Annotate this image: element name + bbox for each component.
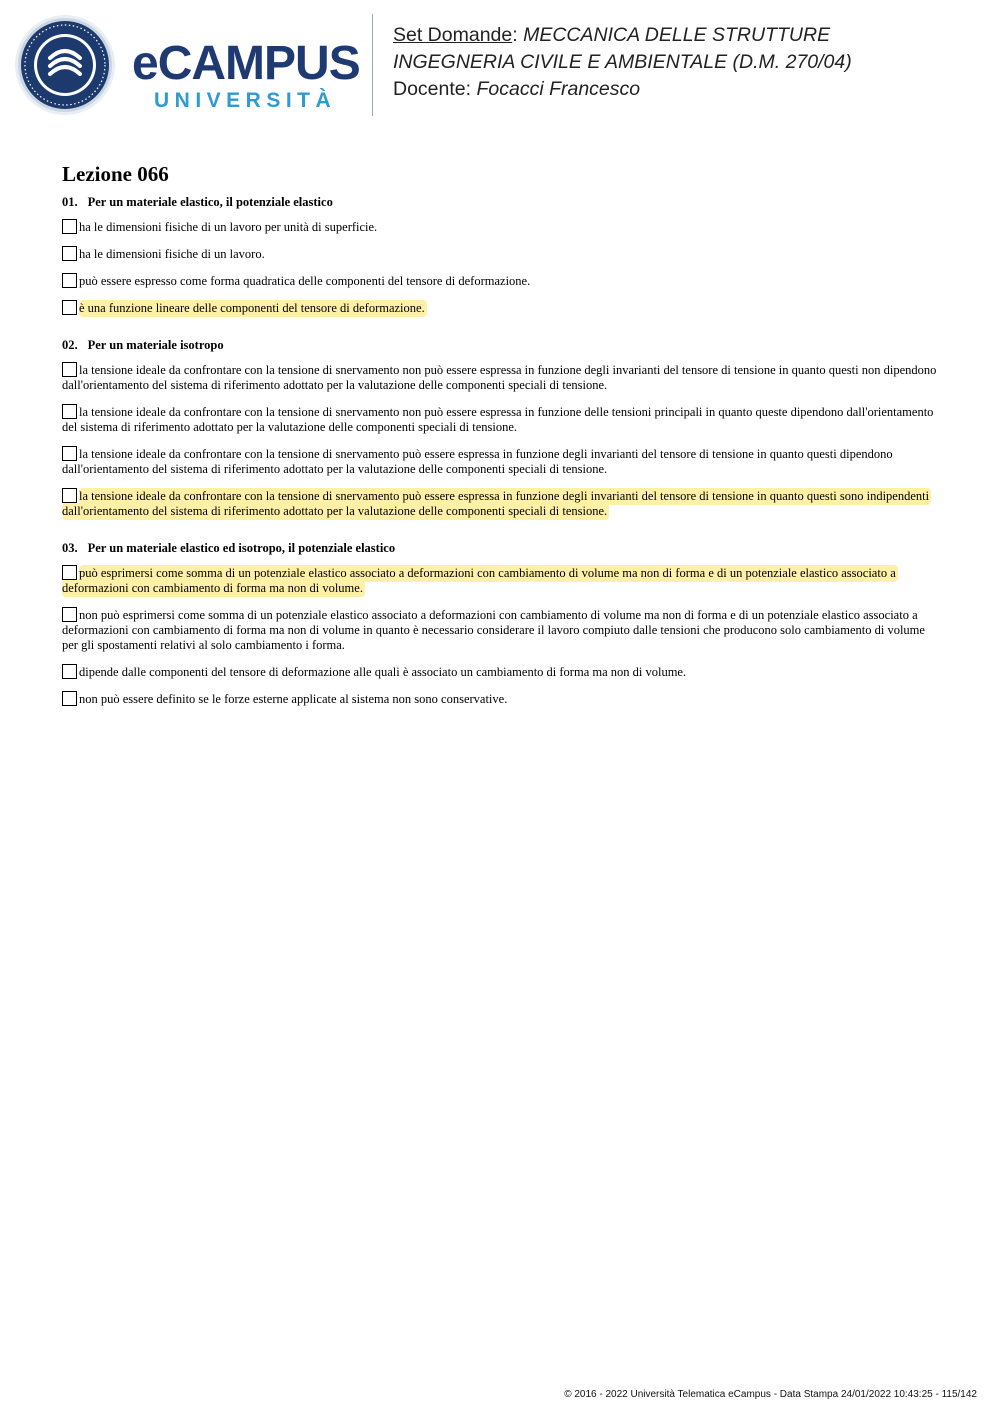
set-label: Set Domande xyxy=(393,24,513,46)
answer-text: dipende dalle componenti del tensore di deformazione alle quali è associato un cambiamento di forma ma non di volume. xyxy=(79,665,687,679)
answer-text: ha le dimensioni fisiche di un lavoro. xyxy=(79,247,265,261)
questions-list xyxy=(62,194,942,707)
question-3 xyxy=(62,540,942,707)
answer-text: la tensione ideale da confrontare con la tensione di snervamento non può essere espressa in funzione delle tensioni principali in quanto queste dipendono dall'orientamento del sistema di riferimento adottato per la valutazione delle componenti speciali di tensione. xyxy=(62,405,934,434)
question-text: Per un materiale elastico, il potenziale elastico xyxy=(87,195,333,209)
ecampus-logo xyxy=(14,14,359,116)
answer-text-highlighted: può esprimersi come somma di un potenziale elastico associato a deformazioni con cambiamento di volume ma non di forma e di un potenziale elastico associato a deformazioni con cambiamento di forma ma non di volume. xyxy=(62,566,896,595)
answer-checkbox[interactable] xyxy=(62,565,77,580)
lesson-title: Lezione 066 xyxy=(62,162,169,186)
question-text: Per un materiale isotropo xyxy=(87,338,224,352)
answer-option[interactable] xyxy=(62,565,942,596)
university-seal-icon xyxy=(14,14,116,116)
answer-checkbox[interactable] xyxy=(62,691,77,706)
answer-text: può essere espresso come forma quadratica delle componenti del tensore di deformazione. xyxy=(79,274,531,288)
answer-option[interactable] xyxy=(62,300,942,316)
question-title xyxy=(62,540,942,556)
teacher-label: Docente: xyxy=(393,78,472,100)
answer-text: la tensione ideale da confrontare con la tensione di snervamento può essere espressa in funzione degli invarianti del tensore di tensione in quanto questi dipendono dall'orientamento del sistema di riferimento adottato per la valutazione delle componenti speciali di tensione. xyxy=(62,447,893,476)
answer-checkbox[interactable] xyxy=(62,273,77,288)
answer-option[interactable] xyxy=(62,691,942,707)
answer-checkbox[interactable] xyxy=(62,607,77,622)
answer-option[interactable] xyxy=(62,404,942,435)
teacher-name: Focacci Francesco xyxy=(476,78,641,100)
logo-sub-text: UNIVERSITÀ xyxy=(154,89,337,112)
answer-text-highlighted: è una funzione lineare delle componenti del tensore di deformazione. xyxy=(79,301,425,315)
question-set xyxy=(62,160,942,728)
answer-text-highlighted: la tensione ideale da confrontare con la tensione di snervamento può essere espressa in funzione degli invarianti del tensore di tensione in quanto questi sono indipendenti dall'orientamento del sistema di riferimento adottato per la valutazione delle componenti speciali di tensione. xyxy=(62,489,930,518)
answer-option[interactable] xyxy=(62,607,942,653)
course-line-2: INGEGNERIA CIVILE E AMBIENTALE (D.M. 270/04) xyxy=(393,51,852,73)
question-number: 01. xyxy=(62,195,78,209)
answer-checkbox[interactable] xyxy=(62,404,77,419)
question-number: 02. xyxy=(62,338,78,352)
answer-checkbox[interactable] xyxy=(62,246,77,261)
answer-text: ha le dimensioni fisiche di un lavoro per unità di superficie. xyxy=(79,220,378,234)
set-colon: : xyxy=(512,24,518,46)
question-2 xyxy=(62,337,942,519)
answer-option[interactable] xyxy=(62,664,942,680)
answer-option[interactable] xyxy=(62,273,942,289)
answer-option[interactable] xyxy=(62,219,942,235)
question-title xyxy=(62,337,942,353)
question-title xyxy=(62,194,942,210)
answer-checkbox[interactable] xyxy=(62,219,77,234)
course-title: MECCANICA DELLE STRUTTURE xyxy=(523,24,831,46)
answer-checkbox[interactable] xyxy=(62,300,77,315)
answer-checkbox[interactable] xyxy=(62,664,77,679)
answer-option[interactable] xyxy=(62,246,942,262)
page-footer: © 2016 - 2022 Università Telematica eCampus - Data Stampa 24/01/2022 10:43:25 - 115/142 xyxy=(564,1389,977,1400)
answer-option[interactable] xyxy=(62,362,942,393)
header-info xyxy=(393,22,852,103)
logo-wordmark xyxy=(132,37,360,112)
answer-checkbox[interactable] xyxy=(62,488,77,503)
teacher-line xyxy=(393,76,852,103)
question-text: Per un materiale elastico ed isotropo, il potenziale elastico xyxy=(87,541,396,555)
header-divider xyxy=(372,14,373,116)
answer-option[interactable] xyxy=(62,446,942,477)
answer-text: non può esprimersi come somma di un potenziale elastico associato a deformazioni con cambiamento di volume ma non di forma e di un potenziale elastico associato a deformazioni con cambiamento di forma ma non di volume in quanto è necessario considerare il lavoro compiuto dalle tensioni che producono solo cambiamento di volume per gli spostamenti relativi al solo cambiamento i forma. xyxy=(62,608,925,652)
answer-text: la tensione ideale da confrontare con la tensione di snervamento non può essere espressa in funzione degli invarianti del tensore di tensione in quanto questi non dipendono dall'orientamento del sistema di riferimento adottato per la valutazione delle componenti speciali di tensione. xyxy=(62,363,937,392)
question-number: 03. xyxy=(62,541,78,555)
course-line-1 xyxy=(393,22,852,49)
answer-checkbox[interactable] xyxy=(62,446,77,461)
logo-brand-text: eCAMPUS xyxy=(132,37,360,90)
answer-text: non può essere definito se le forze esterne applicate al sistema non sono conservative. xyxy=(79,692,508,706)
question-1 xyxy=(62,194,942,316)
answer-checkbox[interactable] xyxy=(62,362,77,377)
answer-option[interactable] xyxy=(62,488,942,519)
